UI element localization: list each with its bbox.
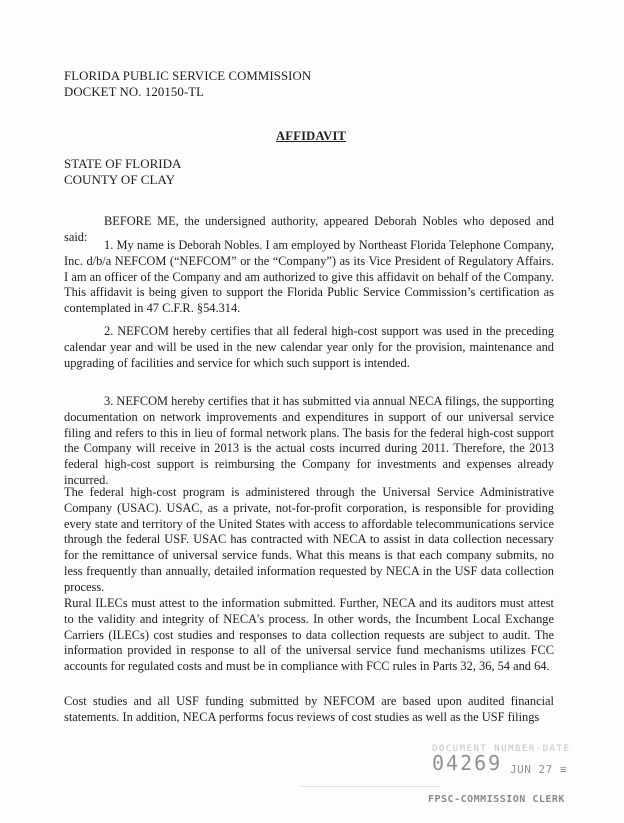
stamp-clerk: FPSC-COMMISSION CLERK — [428, 794, 565, 805]
document-number-stamp — [410, 736, 600, 811]
paragraph-before-me: BEFORE ME, the undersigned authority, appeared Deborah Nobles who deposed and said: — [64, 214, 554, 244]
commission-name: FLORIDA PUBLIC SERVICE COMMISSION — [64, 69, 312, 83]
document-header — [64, 69, 311, 100]
paragraph-1: 1. My name is Deborah Nobles. I am employed by Northeast Florida Telephone Company, Inc. d/b/a NEFCOM (“NEFCOM” or the “Company”) as its Vice President of Regulatory Affairs. I am an officer of the Company and am authorized to give this affidavit on behalf of the Company. This affidavit is being given to support the Florida Public Service Commission’s certification as contemplated in 47 C.F.R. §54.314. — [64, 238, 554, 316]
venue-state: STATE OF FLORIDA — [64, 156, 182, 171]
stamp-date: JUN 27 ≌ — [510, 763, 567, 776]
paragraph-usac: The federal high-cost program is administered through the Universal Service Administrative Company (USAC). USAC, as a private, not-for-profit corporation, is responsible for providing every state and territory of the United States with access to affordable telecommunications service through the federal USF. USAC has contracted with NECA to assist in data collection necessary for the remittance of universal service funds. What this means is that each company submits, no less frequently than annually, detailed information requested by NECA in the USF data collection process. — [64, 485, 554, 594]
stamp-number: 04269 — [432, 751, 503, 775]
faint-scan-line — [300, 786, 440, 787]
paragraph-3: 3. NEFCOM hereby certifies that it has submitted via annual NECA filings, the supporting documentation on network improvements and expenditures in support of our universal service filing and refers to this in lieu of formal network plans. The basis for the federal high-cost support the Company will receive in 2013 is the actual costs incurred during 2011. Therefore, the 2013 federal high-cost support is reimbursing the Company for investments and expenses already incurred. — [64, 394, 554, 487]
paragraph-rural-ilecs: Rural ILECs must attest to the information submitted. Further, NECA and its auditors must attest to the validity and integrity of NECA's process. In other words, the Incumbent Local Exchange Carriers (ILECs) cost studies and responses to data collection requests are subject to audit. The information provided in response to all of the universal service fund mechanisms utilizes FCC accounts for regulated costs and must be in compliance with FCC rules in Parts 32, 36, 54 and 64. — [64, 596, 554, 674]
venue-county: COUNTY OF CLAY — [64, 172, 175, 188]
venue-block — [64, 156, 181, 189]
paragraph-2: 2. NEFCOM hereby certifies that all federal high-cost support was used in the preceding calendar year and will be used in the new calendar year only for the provision, maintenance and upgrading of facilities and service for which such support is intended. — [64, 324, 554, 370]
document-title: AFFIDAVIT — [276, 129, 347, 143]
docket-number: DOCKET NO. 120150-TL — [64, 84, 205, 99]
stamp-label: DOCUMENT NUMBER-DATE — [432, 744, 571, 754]
paragraph-cost-studies: Cost studies and all USF funding submitted by NEFCOM are based upon audited financial statements. In addition, NECA performs focus reviews of cost studies as well as the USF filings — [64, 694, 554, 724]
